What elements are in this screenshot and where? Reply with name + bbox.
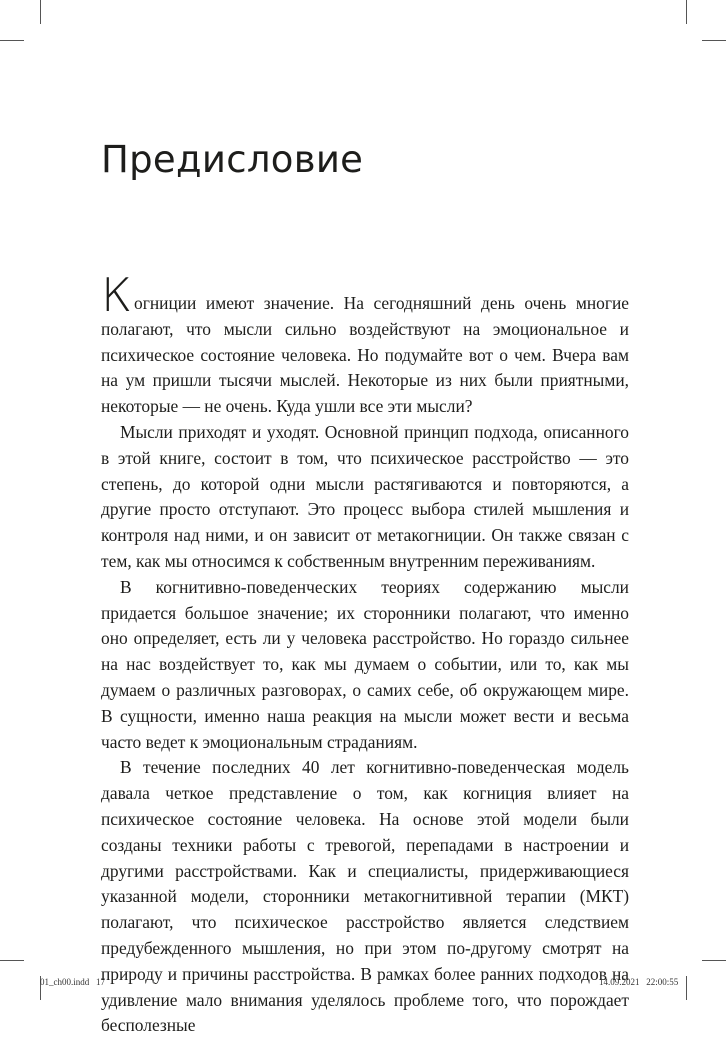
drop-cap: К bbox=[101, 268, 132, 322]
paragraph-2: Мысли приходят и уходят. Основной принцип подхода, описанного в этой книге, состоит в том, что психическое расстройство — это степень, до которой одни мысли растягиваются и повторяются, а другие просто отступают. Это процесс выбора стилей мышления и контроля над ними, и он зависит от метакогниции. Он также связан с тем, как мы относимся к собственным внутренним переживаниям. bbox=[101, 421, 629, 571]
crop-mark-right-bottom bbox=[702, 960, 726, 961]
body-text bbox=[101, 268, 629, 1039]
paragraph-3: В когнитивно-поведенческих теориях содержанию мысли придается большое значение; их сторонники полагают, что именно оно определяет, есть ли у человека расстройство. Но гораздо сильнее на нас воздействует то, как мы думаем о событии, или то, как мы думаем о различных разговорах, о самих себе, об окружающем мире. В сущности, именно наша реакция на мысли может вести и весьма часто ведет к эмоциональным страданиям. bbox=[101, 576, 629, 752]
crop-mark-right-top bbox=[702, 40, 726, 41]
crop-mark-bottom-right bbox=[686, 976, 687, 1000]
crop-mark-top-left bbox=[40, 0, 41, 24]
crop-mark-top-right bbox=[686, 0, 687, 24]
chapter-title: Предисловие bbox=[101, 138, 364, 181]
slug-timestamp: 14.09.2021 22:00:55 bbox=[599, 977, 679, 987]
slug-file-name: 01_ch00.indd 17 bbox=[40, 977, 105, 987]
paragraph-1-text: огниции имеют значение. На сегодняшний день очень многие полагают, что мысли сильно воздействуют на эмоциональное и психическое состояние человека. Но подумайте вот о чем. Вчера вам на ум пришли тысячи мыслей. Некоторые из них были приятными, некоторые — не очень. Куда ушли все эти мысли? bbox=[101, 293, 629, 417]
paragraph-4: В течение последних 40 лет когнитивно-поведенческая модель давала четкое представление о том, как когниция влияет на психическое состояние человека. На основе этой модели были созданы техники работы с тревогой, перепадами в настроении и другими расстройствами. Как и специалисты, придерживающиеся указанной модели, сторонники метакогнитивной терапии (МКТ) полагают, что психическое расстройство является следствием предубежденного мышления, но при этом по-другому смотрят на природу и причины расстройства. В рамках более ранних подходов на удивление мало внимания уделялось проблеме того, что порождает бесполезные bbox=[101, 757, 629, 1036]
paragraph-1 bbox=[101, 268, 629, 420]
crop-mark-left-bottom bbox=[0, 960, 24, 961]
crop-mark-left-top bbox=[0, 40, 24, 41]
